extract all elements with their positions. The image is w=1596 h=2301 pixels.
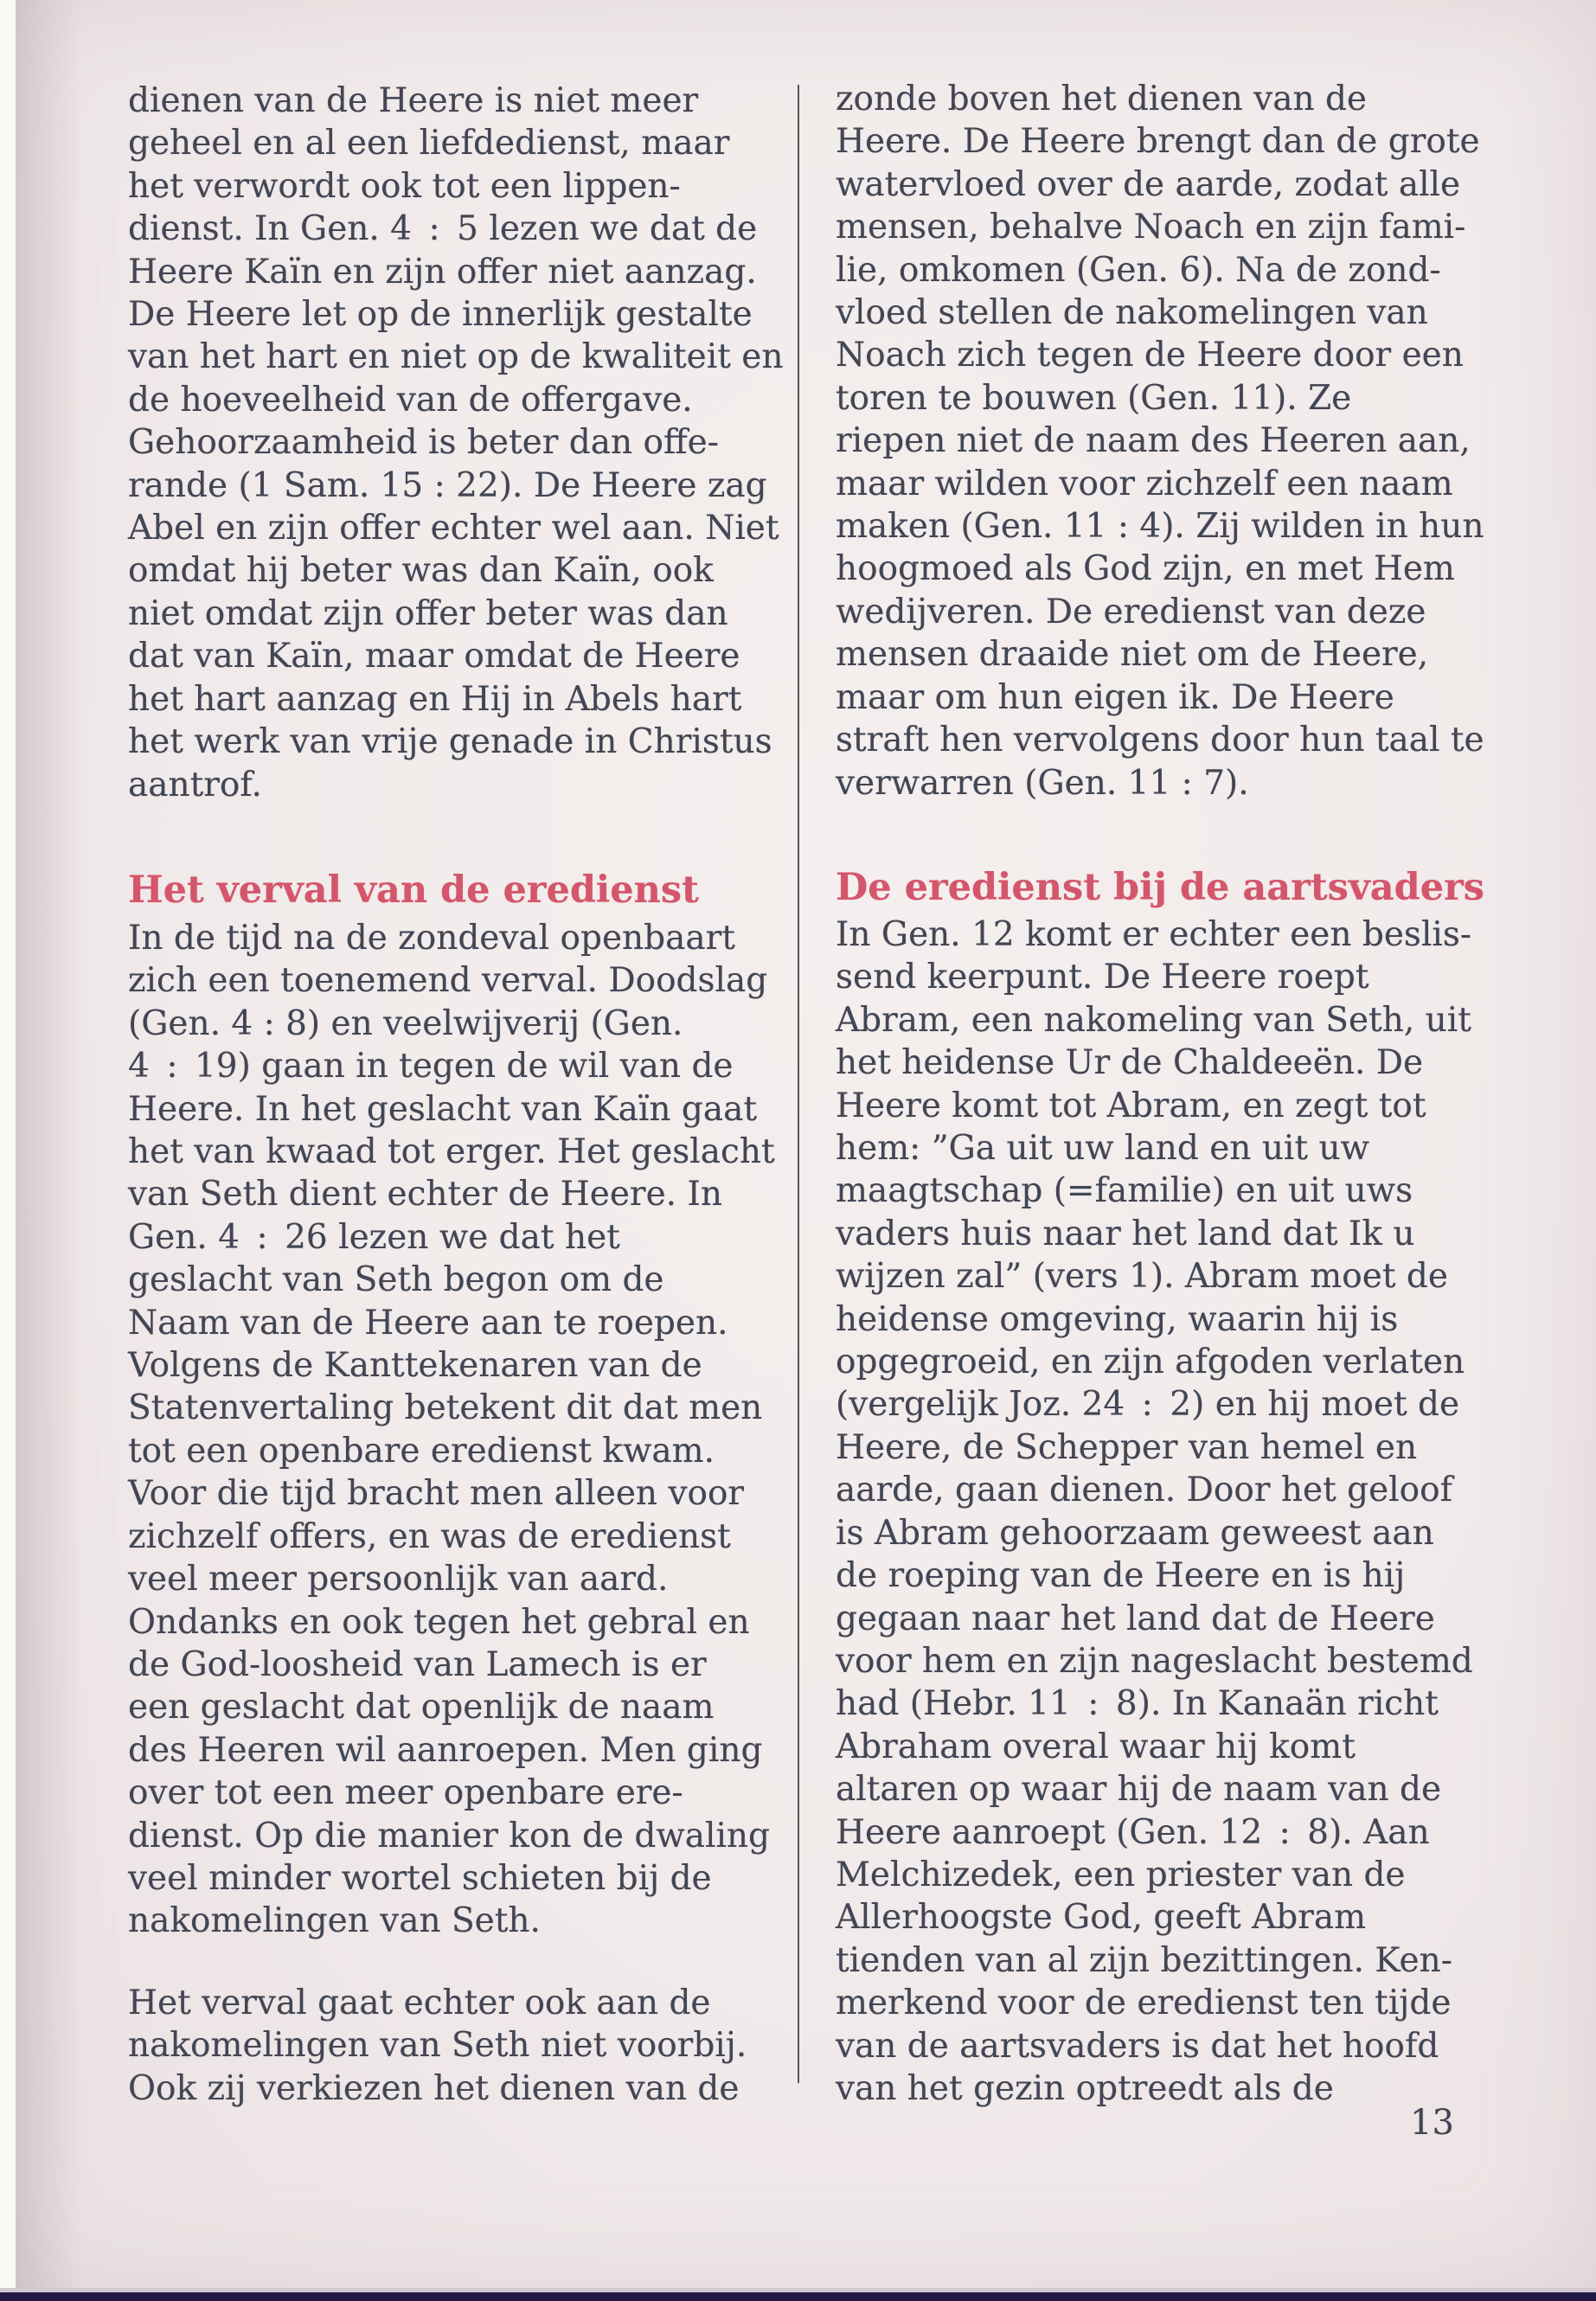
text-line: tot een openbare eredienst kwam.: [128, 1431, 715, 1471]
text-line: maagtschap (=familie) en uit uws: [836, 1171, 1413, 1211]
text-line: (Gen. 4 : 8) en veelwijverij (Gen.: [128, 1003, 683, 1043]
text-line: Het verval gaat echter ook aan de: [128, 1984, 711, 2022]
text-line: Heere. De Heere brengt dan de grote: [836, 122, 1480, 162]
right-section-heading: De eredienst bij de aartsvaders: [836, 866, 1484, 909]
text-line: In Gen. 12 komt er echter een beslis-: [836, 915, 1472, 954]
text-line: zich een toenemend verval. Doodslag: [128, 961, 768, 1001]
right-column-paragraph-1: [836, 78, 1519, 804]
text-line: over tot een meer openbare ere-: [128, 1773, 683, 1813]
text-line: van de aartsvaders is dat het hoofd: [836, 2026, 1439, 2066]
text-line: het van kwaad tot erger. Het geslacht: [128, 1132, 775, 1172]
text-line: maar wilden voor zichzelf een naam: [836, 464, 1453, 503]
text-line: Naam van de Heere aan te roepen.: [128, 1303, 728, 1343]
text-line: mensen draaide niet om de Heere,: [836, 635, 1429, 675]
text-line: een geslacht dat openlijk de naam: [128, 1688, 715, 1727]
text-line: merkend voor de eredienst ten tijde: [836, 1984, 1452, 2023]
text-line: Allerhoogste God, geeft Abram: [836, 1898, 1367, 1938]
text-line: watervloed over de aarde, zodat alle: [836, 164, 1461, 204]
text-line: De Heere let op de innerlijk gestalte: [128, 295, 753, 335]
text-line: 4 : 19) gaan in tegen de wil van de: [128, 1047, 734, 1086]
text-line: van Seth dient echter de Heere. In: [128, 1175, 722, 1215]
left-column-paragraph-2: [128, 917, 798, 1943]
text-line: Voor die tijd bracht men alleen voor: [128, 1474, 745, 1514]
text-line: het hart aanzag en Hij in Abels hart: [128, 679, 742, 719]
text-line: zonde boven het dienen van de: [836, 80, 1368, 119]
text-line: lie, omkomen (Gen. 6). Na de zond-: [836, 250, 1441, 290]
text-line: Gen. 4 : 26 lezen we dat het: [128, 1217, 620, 1257]
scan-bottom-edge-bar: [0, 2292, 1596, 2301]
text-line: aarde, gaan dienen. Door het geloof: [836, 1471, 1453, 1510]
scan-edge-left: [0, 0, 16, 2301]
text-line: vloed stellen de nakomelingen van: [836, 293, 1428, 333]
text-line: Ondanks en ook tegen het gebral en: [128, 1602, 750, 1642]
text-line: de God-loosheid van Lamech is er: [128, 1644, 707, 1684]
text-line: Melchizedek, een priester van de: [836, 1855, 1406, 1894]
text-line: het heidense Ur de Chaldeeën. De: [836, 1043, 1424, 1083]
text-line: verwarren (Gen. 11 : 7).: [836, 763, 1249, 803]
text-line: veel meer persoonlijk van aard.: [128, 1560, 669, 1599]
text-line: maar om hun eigen ik. De Heere: [836, 677, 1394, 717]
left-column-paragraph-3: [128, 1982, 798, 2110]
text-line: Statenvertaling betekent dit dat men: [128, 1388, 763, 1428]
text-line: des Heeren wil aanroepen. Men ging: [128, 1730, 763, 1770]
text-line: niet omdat zijn offer beter was dan: [128, 593, 728, 633]
text-line: geheel en al een liefdedienst, maar: [128, 124, 730, 163]
text-line: de hoeveelheid van de offergave.: [128, 380, 693, 420]
page-number: 13: [1410, 2103, 1454, 2143]
text-line: mensen, behalve Noach en zijn fami-: [836, 208, 1466, 247]
text-line: In de tijd na de zondeval openbaart: [128, 919, 735, 958]
text-line: Heere Kaïn en zijn offer niet aanzag.: [128, 252, 757, 292]
text-line: is Abram gehoorzaam geweest aan: [836, 1513, 1434, 1553]
right-column-paragraph-2: [836, 913, 1519, 2110]
text-line: (vergelijk Joz. 24 : 2) en hij moet de: [836, 1385, 1460, 1425]
text-line: omdat hij beter was dan Kaïn, ook: [128, 551, 714, 591]
text-line: nakomelingen van Seth niet voorbij.: [128, 2026, 747, 2066]
text-line: had (Hebr. 11 : 8). In Kanaän richt: [836, 1684, 1439, 1724]
text-line: dienen van de Heere is niet meer: [128, 81, 699, 120]
text-line: van het gezin optreedt als de: [836, 2068, 1334, 2108]
text-line: Heere aanroept (Gen. 12 : 8). Aan: [836, 1812, 1430, 1852]
text-line: van het hart en niet op de kwaliteit en: [128, 337, 784, 377]
text-line: de roeping van de Heere en is hij: [836, 1556, 1406, 1596]
text-line: altaren op waar hij de naam van de: [836, 1770, 1442, 1810]
text-line: geslacht van Seth begon om de: [128, 1260, 664, 1300]
text-line: dienst. Op die manier kon de dwaling: [128, 1816, 771, 1856]
text-line: Volgens de Kanttekenaren van de: [128, 1346, 702, 1386]
text-line: hoogmoed als God zijn, en met Hem: [836, 549, 1455, 589]
column-divider-rule: [798, 85, 799, 2083]
text-line: Heere, de Schepper van hemel en: [836, 1427, 1418, 1467]
text-line: toren te bouwen (Gen. 11). Ze: [836, 378, 1352, 418]
text-line: straft hen vervolgens door hun taal te: [836, 721, 1484, 760]
text-line: Ook zij verkiezen het dienen van de: [128, 2068, 740, 2108]
text-line: Heere. In het geslacht van Kaïn gaat: [128, 1089, 758, 1129]
text-line: Abram, een nakomeling van Seth, uit: [836, 1000, 1471, 1040]
text-line: heidense omgeving, waarin hij is: [836, 1299, 1399, 1339]
text-line: dienst. In Gen. 4 : 5 lezen we dat de: [128, 209, 758, 249]
text-line: hem: ”Ga uit uw land en uit uw: [836, 1129, 1369, 1169]
text-line: wijzen zal” (vers 1). Abram moet de: [836, 1257, 1448, 1297]
scan-shadow-left: [16, 0, 83, 2301]
text-line: rande (1 Sam. 15 : 22). De Heere zag: [128, 465, 767, 505]
text-line: het werk van vrije genade in Christus: [128, 722, 772, 762]
text-line: maken (Gen. 11 : 4). Zij wilden in hun: [836, 507, 1484, 547]
text-line: voor hem en zijn nageslacht bestemd: [836, 1641, 1473, 1681]
text-line: Gehoorzaamheid is beter dan offe-: [128, 423, 719, 463]
text-line: dat van Kaïn, maar omdat de Heere: [128, 637, 740, 676]
text-line: het verwordt ook tot een lippen-: [128, 166, 681, 206]
text-line: vaders huis naar het land dat Ik u: [836, 1214, 1415, 1253]
text-line: Abel en zijn offer echter wel aan. Niet: [128, 509, 779, 548]
text-line: send keerpunt. De Heere roept: [836, 958, 1369, 997]
text-line: tienden van al zijn bezittingen. Ken-: [836, 1940, 1452, 1980]
text-line: aantrof.: [128, 765, 262, 804]
text-line: wedijveren. De eredienst van deze: [836, 592, 1426, 631]
text-line: gegaan naar het land dat de Heere: [836, 1599, 1435, 1638]
text-line: Noach zich tegen de Heere door een: [836, 336, 1464, 375]
text-line: opgegroeid, en zijn afgoden verlaten: [836, 1343, 1465, 1382]
text-line: riepen niet de naam des Heeren aan,: [836, 421, 1471, 461]
left-section-heading: Het verval van de eredienst: [128, 868, 699, 912]
text-line: Heere komt tot Abram, en zegt tot: [836, 1086, 1426, 1125]
text-line: Abraham overal waar hij komt: [836, 1727, 1356, 1766]
text-line: zichzelf offers, en was de eredienst: [128, 1516, 731, 1556]
text-line: veel minder wortel schieten bij de: [128, 1858, 712, 1898]
text-line: nakomelingen van Seth.: [128, 1901, 541, 1941]
left-column-paragraph-1: [128, 80, 798, 806]
